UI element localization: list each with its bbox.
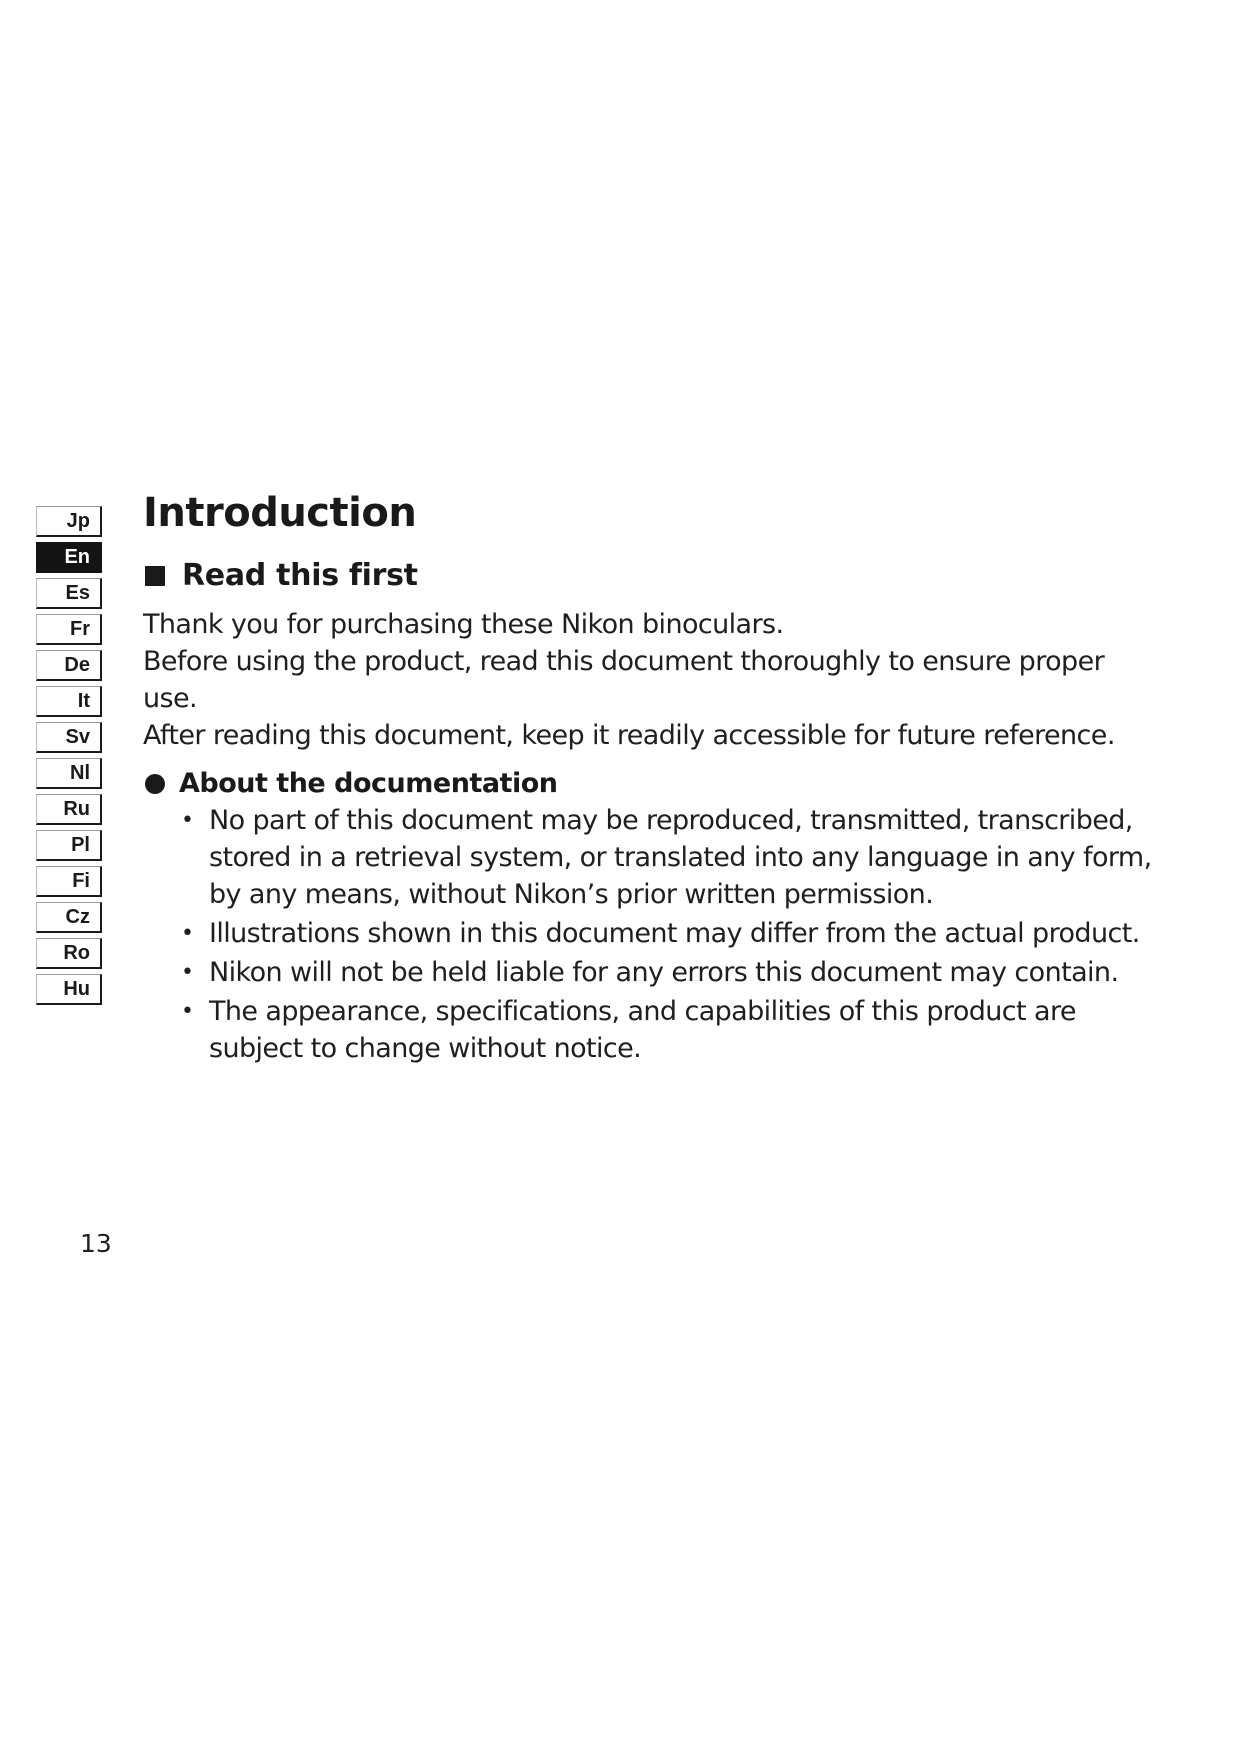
documentation-heading-text: About the documentation [179,768,558,799]
page-content [143,488,1153,1069]
language-tab-fi[interactable]: Fi [36,866,102,897]
language-tab-fr[interactable]: Fr [36,614,102,645]
list-item-text: The appearance, specifications, and capabilities of this product are subject to change without notice. [209,996,1076,1064]
documentation-bullet-list [143,802,1153,1067]
page-title: Introduction [143,490,417,536]
language-tab-es[interactable]: Es [36,578,102,609]
list-item [181,954,1153,991]
language-tab-pl[interactable]: Pl [36,830,102,861]
intro-paragraph: Before using the product, read this document thoroughly to ensure proper use. [143,646,1105,714]
list-item [181,993,1153,1067]
page-number: 13 [80,1229,112,1258]
language-tab-de[interactable]: De [36,650,102,681]
language-tab-jp[interactable]: Jp [36,506,102,537]
bullet-dot-icon: • [181,808,194,833]
intro-paragraphs [143,606,1153,754]
list-item-text: Nikon will not be held liable for any errors this document may contain. [209,957,1119,988]
bullet-dot-icon: • [181,960,194,985]
list-item-text: No part of this document may be reproduced, transmitted, transcribed, stored in a retrieval system, or translated into any language in any form, by any means, without Nikon’s prior written permission. [209,805,1152,910]
language-tab-en[interactable]: En [36,542,102,573]
section-heading [143,556,1153,596]
language-tab-column [36,506,102,1010]
filled-circle-icon [145,774,165,794]
section-heading-text: Read this first [182,558,418,593]
bullet-dot-icon: • [181,921,194,946]
bullet-dot-icon: • [181,999,194,1024]
language-tab-nl[interactable]: Nl [36,758,102,789]
language-tab-ro[interactable]: Ro [36,938,102,969]
documentation-heading [143,766,1153,802]
language-tab-ru[interactable]: Ru [36,794,102,825]
list-item-text: Illustrations shown in this document may differ from the actual product. [209,918,1140,949]
language-tab-hu[interactable]: Hu [36,974,102,1005]
list-item [181,915,1153,952]
language-tab-cz[interactable]: Cz [36,902,102,933]
intro-paragraph: Thank you for purchasing these Nikon binoculars. [143,609,784,640]
filled-square-icon [145,566,165,586]
language-tab-sv[interactable]: Sv [36,722,102,753]
language-tab-it[interactable]: It [36,686,102,717]
list-item [181,802,1153,913]
intro-paragraph: After reading this document, keep it readily accessible for future reference. [143,720,1115,751]
